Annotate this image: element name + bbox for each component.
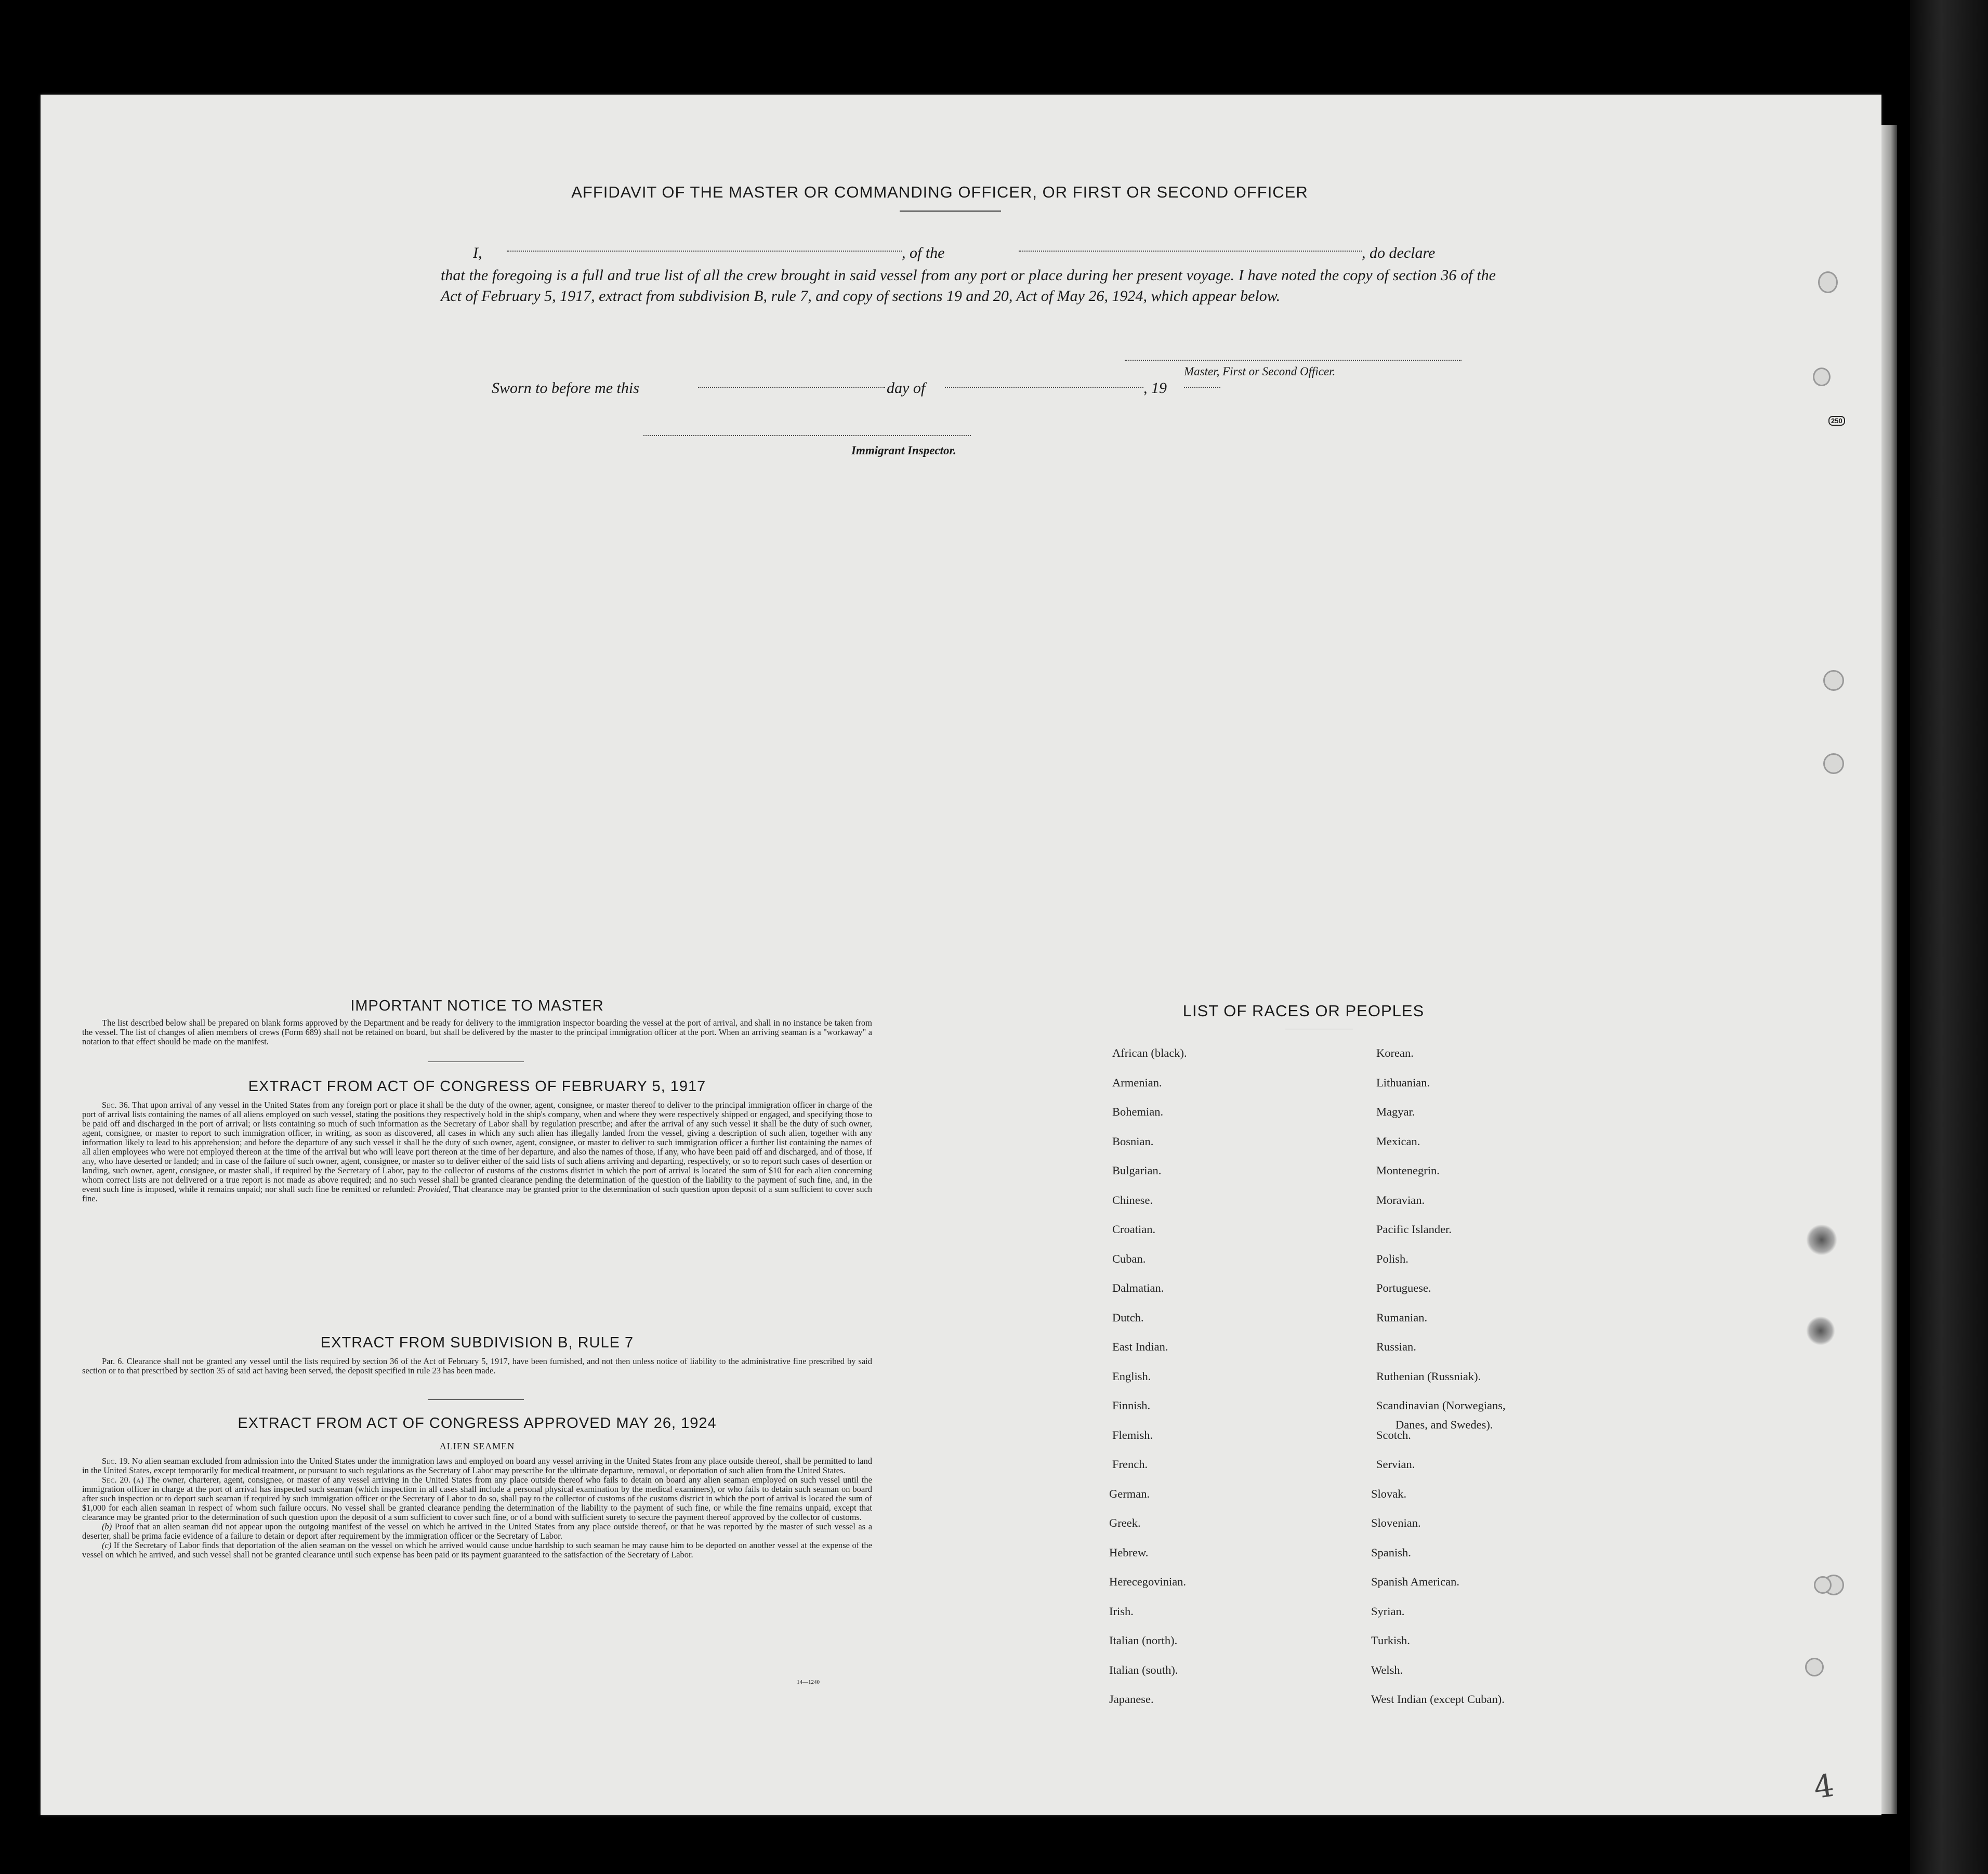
race-item: Lithuanian. — [1376, 1076, 1430, 1089]
sec19-label: Sec. 19. — [102, 1456, 130, 1466]
race-item: Spanish. — [1371, 1545, 1411, 1559]
affidavit-body: that the foregoing is a full and true list of all the crew brought in said vessel from any port or place during her present voyage. I have noted the copy of section 36 of the Act of February 5, 1917, extract from subdivision B, rule 7, and copy of sections 19 and 20, Act of May 26, 1924, which appear below. — [441, 267, 1496, 305]
punch-hole — [1814, 1576, 1832, 1594]
race-item: East Indian. — [1112, 1340, 1168, 1353]
race-item: Herecegovinian. — [1109, 1575, 1187, 1588]
race-item: English. — [1112, 1369, 1151, 1383]
proviso-word: Provided, — [417, 1184, 451, 1194]
sworn-day-field[interactable] — [698, 387, 885, 388]
master-name-field[interactable] — [507, 251, 902, 252]
stain-mark — [1806, 1224, 1837, 1255]
race-item: Servian. — [1376, 1458, 1415, 1471]
extract-1924-text — [82, 1457, 872, 1560]
race-item-continuation: Danes, and Swedes). — [1395, 1418, 1493, 1431]
punch-hole — [1805, 1658, 1824, 1676]
rule7-paragraph: Par. 6. Clearance shall not be granted any vessel until the lists required by section 36 of the Act of February 5, 1917, have been furnished, and not then unless notice of liability to the administrative fine prescribed by said section or to that prescribed by section 35 of said act having been served, the deposit specified in rule 23 has been made. — [82, 1356, 872, 1375]
race-item: Welsh. — [1371, 1663, 1403, 1676]
race-item: Syrian. — [1371, 1604, 1405, 1618]
master-signature-field[interactable] — [1125, 360, 1462, 361]
sec20b-label: (b) — [102, 1522, 112, 1531]
punch-hole — [1818, 271, 1838, 293]
race-item: Pacific Islander. — [1376, 1223, 1452, 1236]
race-item: Bulgarian. — [1112, 1164, 1162, 1177]
race-item: Finnish. — [1112, 1399, 1151, 1412]
race-item: Greek. — [1109, 1516, 1141, 1529]
alien-seamen-subtitle: ALIEN SEAMEN — [439, 1441, 515, 1451]
sworn-month-field[interactable] — [945, 387, 1143, 388]
race-item: Portuguese. — [1376, 1281, 1431, 1294]
extract-1917-title: EXTRACT FROM ACT OF CONGRESS OF FEBRUARY 5, 1917 — [248, 1078, 706, 1095]
form-number: 14—1240 — [797, 1679, 820, 1685]
punch-hole — [1823, 753, 1844, 774]
rule7-divider — [428, 1399, 524, 1400]
race-item: Montenegrin. — [1376, 1164, 1440, 1177]
notice-paragraph: The list described below shall be prepared on blank forms approved by the Department and be ready for delivery to the immigration inspector boarding the vessel at the port of arrival, and shall in no instance be taken from the vessel. The list of changes of alien members of crews (Form 689) shall not be retained on board, but shall be delivered by the master to the principal immigration officer at the port. When an arriving seaman is a "workaway" a notation to that effect should be made on the manifest. — [82, 1018, 872, 1046]
form-page — [41, 95, 1881, 1815]
race-item: German. — [1109, 1487, 1150, 1500]
race-item: Slovak. — [1371, 1487, 1407, 1500]
master-signature-label: Master, First or Second Officer. — [1184, 365, 1336, 378]
sworn-prefix: Sworn to before me this — [492, 379, 639, 397]
sec36-text: That upon arrival of any vessel in the United States from any foreign port or place it shall be the duty of the owner, agent, consignee, or master thereof to deliver to the principal immigration officer in charge of the port of arrival lists containing the names of all aliens employed on such vessel, stating the positions they respectively hold in the ship's company, when and where they were respectively shipped or engaged, and specifying those to be paid off and discharged in the port of arrival; or lists containing so much of such information as the Secretary of Labor shall by regulation prescribe; and after the arrival of any such vessel it shall be the duty of such owner, agent, consignee, or master to report to such immigration officer, in writing, as soon as discovered, all cases in which any such alien has illegally landed from the vessel, giving a description of such alien, together with any information likely to lead to his apprehension; and before the departure of any such vessel it shall be the duty of such owner, agent, consignee, or master to deliver to such immigration officer a further list containing the names of all alien employees who were not employed thereon at the time of the arrival but who will leave port thereon at the time of her departure, and also the names of those, if any, who have been paid off and discharged, and of those, if any, who have deserted or landed; and in case of the failure of such owner, agent, consignee, or master so to deliver either of the said lists of such aliens arriving and departing, respectively, or so to report such cases of desertion or landing, such owner, agent, consignee, or master shall, if required by the Secretary of Labor, pay to the collector of customs of the customs district in which the port of arrival is located the sum of $10 for each alien concerning whom correct lists are not delivered or a true report is not made as above required; and no such vessel shall be granted clearance pending the determination of the question of the liability to the payment of such fine, and, in the event such fine is imposed, while it remains unpaid; nor shall such fine be remitted or refunded: — [82, 1100, 872, 1194]
race-item: West Indian (except Cuban). — [1371, 1693, 1505, 1706]
race-item: Russian. — [1376, 1340, 1416, 1353]
proviso-text: That clearance may be granted prior to the determination of such question upon deposit of a sum sufficient to cover such fine. — [82, 1184, 873, 1203]
sec20c-label: (c) — [102, 1540, 112, 1550]
race-item: Korean. — [1376, 1046, 1414, 1059]
race-item: Mexican. — [1376, 1134, 1420, 1148]
page-stack-edge — [1881, 125, 1897, 1814]
race-item: Ruthenian (Russniak). — [1376, 1369, 1481, 1383]
sworn-year-field[interactable] — [1184, 387, 1220, 388]
race-item: French. — [1112, 1458, 1148, 1471]
race-item: Croatian. — [1112, 1223, 1156, 1236]
notice-text — [82, 1018, 872, 1046]
vessel-name-field[interactable] — [1019, 251, 1362, 252]
race-item: Irish. — [1109, 1604, 1134, 1618]
race-item: Dalmatian. — [1112, 1281, 1164, 1294]
race-item: Armenian. — [1112, 1076, 1162, 1089]
inspector-signature-label: Immigrant Inspector. — [851, 444, 956, 457]
race-item: Magyar. — [1376, 1105, 1415, 1118]
affidavit-declare: , do declare — [1362, 244, 1436, 261]
race-item: Turkish. — [1371, 1634, 1410, 1647]
race-item: African (black). — [1112, 1046, 1187, 1059]
race-item: Chinese. — [1112, 1193, 1153, 1207]
sworn-day-of: day of — [887, 379, 926, 397]
stamp-mark: 250 — [1828, 416, 1845, 426]
rule7-text — [82, 1357, 872, 1375]
race-item: Scandinavian (Norwegians, — [1376, 1399, 1506, 1412]
sec20b-text: Proof that an alien seaman did not appear upon the outgoing manifest of the vessel on which he arrived in the United States from any place outside thereof, or that he was reported by the master of such vessel as a deserter, shall be prima facie evidence of a failure to detain or deport after requirement by the immigration officer or the Secretary of Labor. — [82, 1522, 873, 1541]
sworn-year-prefix: , 19 — [1143, 379, 1167, 397]
sec20c-text: If the Secretary of Labor finds that deportation of the alien seaman on the vessel on which he arrived would cause undue hardship to such seaman he may cause him to be deported on another vessel at the expense of the vessel on which he arrived, and such vessel shall not be granted clearance until such expense has been paid or its payment guaranteed to the satisfaction of the Secretary of Labor. — [82, 1540, 872, 1560]
handwritten-number: 4 — [1811, 1767, 1836, 1806]
sec36-label: Sec. 36. — [102, 1100, 130, 1110]
race-item: Japanese. — [1109, 1693, 1154, 1706]
races-title: LIST OF RACES OR PEOPLES — [1182, 1002, 1425, 1020]
rule7-title: EXTRACT FROM SUBDIVISION B, RULE 7 — [320, 1334, 634, 1351]
sec20a-label: Sec. 20. (a) — [102, 1475, 144, 1485]
race-item: Cuban. — [1112, 1252, 1146, 1265]
race-item: Moravian. — [1376, 1193, 1425, 1207]
race-item: Italian (north). — [1109, 1634, 1178, 1647]
extract-1924-title: EXTRACT FROM ACT OF CONGRESS APPROVED MAY 26, 1924 — [238, 1415, 717, 1432]
affidavit-title: AFFIDAVIT OF THE MASTER OR COMMANDING OFFICER, OR FIRST OR SECOND OFFICER — [571, 183, 1308, 201]
stain-mark — [1806, 1316, 1835, 1345]
title-divider — [900, 211, 1001, 212]
race-item: Spanish American. — [1371, 1575, 1459, 1588]
race-item: Scotch. — [1376, 1428, 1411, 1441]
race-item: Flemish. — [1112, 1428, 1153, 1441]
race-item: Slovenian. — [1371, 1516, 1421, 1529]
extract-1917-text — [82, 1100, 872, 1203]
race-item: Polish. — [1376, 1252, 1408, 1265]
race-item: Bohemian. — [1112, 1105, 1164, 1118]
affidavit-i: I, — [473, 244, 482, 261]
notice-title: IMPORTANT NOTICE TO MASTER — [350, 998, 604, 1014]
race-item: Rumanian. — [1376, 1311, 1428, 1324]
scan-background-edge — [1910, 0, 1988, 1874]
punch-hole — [1813, 368, 1831, 386]
sec19-text: No alien seaman excluded from admission into the United States under the immigration laws and employed on board any vessel arriving in the United States from any place outside thereof, shall be permitted to land in the United States, except temporarily for medical treatment, or pursuant to such regulations as the Secretary of Labor may prescribe for the ultimate departure, removal, or deportation of such alien from the United States. — [82, 1456, 872, 1475]
inspector-signature-field[interactable] — [643, 435, 971, 436]
race-item: Dutch. — [1112, 1311, 1144, 1324]
affidavit-of-the: , of the — [902, 244, 945, 261]
sec20a-text: The owner, charterer, agent, consignee, or master of any vessel arriving in the United States from any place outside thereof who fails to detain on board any alien seaman employed on such vessel until the immigration officer in charge at the port of arrival has inspected such seaman (which inspection in all cases shall include a personal physical examination by the medical examiners), or who fails to detain such seaman on board after such inspection or to deport such seaman if required by such immigration officer or the Secretary of Labor to do so, shall pay to the collector of customs of the customs district in which the port of arrival is located the sum of $1,000 for each alien seaman in respect of whom such failure occurs. No vessel shall be granted clearance pending the determination of the liability to the payment of such fine, or while the fine remains unpaid, except that clearance may be granted prior to the determination of such question upon the deposit of a sum sufficient to cover such fine, or of a bond with sufficient surety to secure the payment thereof approved by the collector of customs. — [82, 1475, 872, 1522]
race-item: Hebrew. — [1109, 1545, 1149, 1559]
punch-hole — [1823, 670, 1844, 691]
race-item: Bosnian. — [1112, 1134, 1154, 1148]
race-item: Italian (south). — [1109, 1663, 1178, 1676]
